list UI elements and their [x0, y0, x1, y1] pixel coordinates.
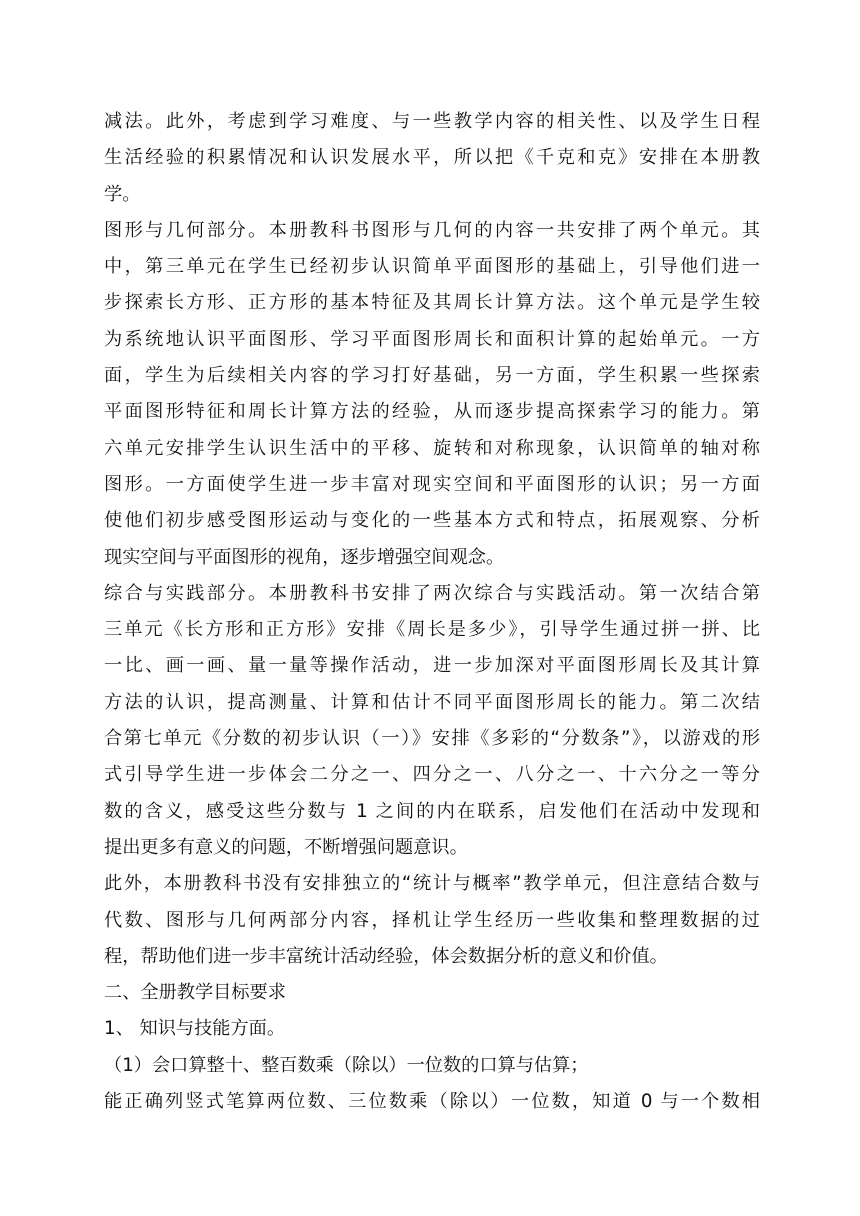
- text-line: 中，第三单元在学生已经初步认识简单平面图形的基础上，引导他们进一: [104, 256, 760, 278]
- text-line: 六单元安排学生认识生活中的平移、旋转和对称现象，认识简单的轴对称: [104, 437, 760, 459]
- text-line: 能正确列竖式笔算两位数、三位数乘（除以）一位数，知道 0 与一个数相: [104, 1091, 760, 1113]
- text-line: 为系统地认识平面图形、学习平面图形周长和面积计算的起始单元。一方: [104, 328, 760, 350]
- text-line: 综合与实践部分。本册教科书安排了两次综合与实践活动。第一次结合第: [104, 582, 760, 604]
- text-line: 使他们初步感受图形运动与变化的一些基本方式和特点，拓展观察、分析: [104, 510, 760, 532]
- text-line: 数的含义，感受这些分数与 1 之间的内在联系，启发他们在活动中发现和: [104, 800, 760, 822]
- text-line: 式引导学生进一步体会二分之一、四分之一、八分之一、十六分之一等分: [104, 764, 760, 786]
- text-line: 方法的认识，提高测量、计算和估计不同平面图形周长的能力。第二次结: [104, 691, 760, 713]
- text-line: 1、 知识与技能方面。: [104, 1018, 286, 1040]
- text-line: 步探索长方形、正方形的基本特征及其周长计算方法。这个单元是学生较: [104, 292, 760, 314]
- text-line: 代数、图形与几何两部分内容，择机让学生经历一些收集和整理数据的过: [104, 909, 760, 931]
- text-line: 一比、画一画、量一量等操作活动，进一步加深对平面图形周长及其计算: [104, 655, 760, 677]
- text-line: 面，学生为后续相关内容的学习打好基础，另一方面，学生积累一些探索: [104, 365, 760, 387]
- text-line: 现实空间与平面图形的视角，逐步增强空间观念。: [104, 546, 505, 568]
- text-line: 平面图形特征和周长计算方法的经验，从而逐步提高探索学习的能力。第: [104, 401, 760, 423]
- text-line: 减法。此外，考虑到学习难度、与一些教学内容的相关性、以及学生日程: [104, 111, 760, 132]
- text-line: 提出更多有意义的问题，不断增强问题意识。: [104, 836, 468, 858]
- text-line: 合第七单元《分数的初步认识（一）》安排《多彩的“分数条”》，以游戏的形: [104, 728, 760, 750]
- text-line: 学。: [104, 183, 141, 205]
- text-line: （1）会口算整十、整百数乘（除以）一位数的口算与估算；: [104, 1054, 589, 1076]
- text-line: 三单元《长方形和正方形》安排《周长是多少》，引导学生通过拼一拼、比: [104, 619, 760, 641]
- text-line: 生活经验的积累情况和认识发展水平，所以把《千克和克》安排在本册教: [104, 147, 760, 169]
- text-line: 二、全册教学目标要求: [104, 982, 286, 1004]
- text-line: 此外，本册教科书没有安排独立的“统计与概率”教学单元，但注意结合数与: [104, 873, 760, 895]
- text-line: 图形。一方面使学生进一步丰富对现实空间和平面图形的认识；另一方面: [104, 473, 760, 495]
- document-page: [104, 104, 760, 1120]
- text-line: 图形与几何部分。本册教科书图形与几何的内容一共安排了两个单元。其: [104, 219, 760, 241]
- text-line: 程，帮助他们进一步丰富统计活动经验，体会数据分析的意义和价值。: [104, 945, 668, 967]
